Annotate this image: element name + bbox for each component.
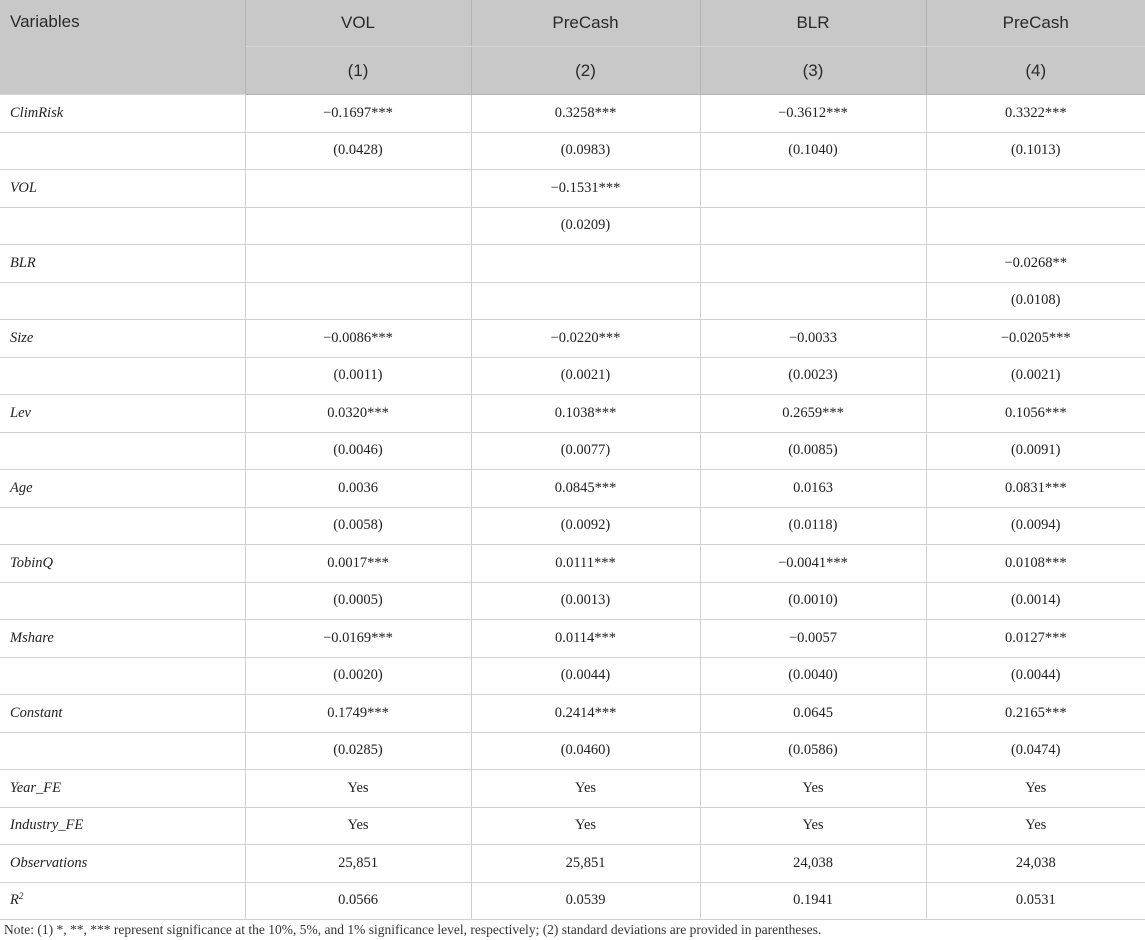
table-cell: 0.0163	[700, 470, 926, 508]
table-body	[0, 95, 1145, 920]
variable-name: Year_FE	[10, 779, 62, 796]
table-cell: (0.0092)	[471, 507, 700, 545]
column-number-4: (4)	[926, 47, 1145, 95]
column-header-vol: VOL	[245, 0, 471, 47]
variable-name: Industry_FE	[10, 817, 84, 834]
table-cell: (0.0091)	[926, 432, 1145, 470]
table-row-stderr	[0, 732, 1145, 770]
table-cell: 0.3258***	[471, 95, 700, 133]
table-row	[0, 882, 1145, 920]
table-cell: (0.0285)	[245, 732, 471, 770]
variable-name-cell	[0, 395, 245, 433]
table-cell: 0.2414***	[471, 695, 700, 733]
table-cell	[926, 170, 1145, 208]
table-row	[0, 245, 1145, 283]
table-cell: Yes	[700, 770, 926, 808]
table-row	[0, 845, 1145, 883]
variable-name-cell	[0, 545, 245, 583]
table-cell: Yes	[245, 807, 471, 845]
table-cell: (0.0108)	[926, 282, 1145, 320]
table-cell: 0.0831***	[926, 470, 1145, 508]
table-row-stderr	[0, 657, 1145, 695]
table-row	[0, 95, 1145, 133]
table-cell: 24,038	[700, 845, 926, 883]
table-cell: −0.0205***	[926, 320, 1145, 358]
table-row-stderr	[0, 132, 1145, 170]
table-cell: 0.0127***	[926, 620, 1145, 658]
table-cell: 0.3322***	[926, 95, 1145, 133]
table-cell: (0.0983)	[471, 132, 700, 170]
table-cell: (0.0014)	[926, 582, 1145, 620]
table-cell: (0.0209)	[471, 207, 700, 245]
table-cell: 0.0566	[245, 882, 471, 920]
variable-superscript: 2	[18, 891, 24, 902]
table-cell: 0.0531	[926, 882, 1145, 920]
table-header	[0, 0, 1145, 95]
table-row-stderr	[0, 282, 1145, 320]
variable-name: Mshare	[10, 629, 54, 646]
table-row	[0, 620, 1145, 658]
table-row	[0, 695, 1145, 733]
table-cell: (0.0005)	[245, 582, 471, 620]
table-cell	[700, 207, 926, 245]
table-cell: (0.0474)	[926, 732, 1145, 770]
table-cell: 0.2165***	[926, 695, 1145, 733]
table-cell: (0.0118)	[700, 507, 926, 545]
table-cell: 0.1056***	[926, 395, 1145, 433]
variable-name-cell	[0, 432, 245, 470]
table-cell: 0.0645	[700, 695, 926, 733]
variable-name-cell	[0, 807, 245, 845]
table-row	[0, 320, 1145, 358]
column-header-precash-2: PreCash	[471, 0, 700, 47]
column-number-1: (1)	[245, 47, 471, 95]
table-cell: (0.1040)	[700, 132, 926, 170]
table-cell: (0.0077)	[471, 432, 700, 470]
variable-name: BLR	[10, 254, 36, 271]
table-row	[0, 545, 1145, 583]
table-cell	[245, 245, 471, 283]
table-cell: 0.1941	[700, 882, 926, 920]
table-cell: 0.2659***	[700, 395, 926, 433]
variable-name-cell	[0, 657, 245, 695]
table-row	[0, 770, 1145, 808]
variable-name: Size	[10, 329, 34, 346]
table-cell: (0.0085)	[700, 432, 926, 470]
variable-name-cell	[0, 507, 245, 545]
table-cell: 25,851	[245, 845, 471, 883]
table-cell: (0.0428)	[245, 132, 471, 170]
table-cell: 0.0845***	[471, 470, 700, 508]
column-header-blr: BLR	[700, 0, 926, 47]
table-cell	[245, 207, 471, 245]
variable-name-cell	[0, 620, 245, 658]
table-row-stderr	[0, 582, 1145, 620]
variables-header: Variables	[0, 0, 245, 95]
variable-name: R	[10, 892, 19, 909]
table-cell: (0.0058)	[245, 507, 471, 545]
table-cell: 0.0320***	[245, 395, 471, 433]
table-cell: (0.0046)	[245, 432, 471, 470]
variable-name-cell	[0, 582, 245, 620]
table-cell	[471, 282, 700, 320]
table-cell: Yes	[471, 807, 700, 845]
table-cell	[700, 282, 926, 320]
table-cell: −0.0169***	[245, 620, 471, 658]
variable-name-cell	[0, 845, 245, 883]
variable-name: ClimRisk	[10, 104, 64, 121]
table-cell	[926, 207, 1145, 245]
variable-name-cell	[0, 695, 245, 733]
header-row-names	[0, 0, 1145, 47]
table-cell: 24,038	[926, 845, 1145, 883]
table-cell: 0.0111***	[471, 545, 700, 583]
table-cell: (0.0586)	[700, 732, 926, 770]
table-cell: 0.0108***	[926, 545, 1145, 583]
table-cell: Yes	[926, 807, 1145, 845]
table-cell: −0.0041***	[700, 545, 926, 583]
variable-name: Age	[10, 479, 33, 496]
table-cell	[245, 170, 471, 208]
table-cell: Yes	[926, 770, 1145, 808]
table-cell: (0.0011)	[245, 357, 471, 395]
column-header-precash-4: PreCash	[926, 0, 1145, 47]
variable-name-cell	[0, 95, 245, 133]
variable-name-cell	[0, 132, 245, 170]
table-cell: −0.0086***	[245, 320, 471, 358]
table-cell: (0.0460)	[471, 732, 700, 770]
table-row-stderr	[0, 357, 1145, 395]
variable-name: VOL	[10, 179, 37, 196]
table-cell: −0.0057	[700, 620, 926, 658]
table-cell: (0.1013)	[926, 132, 1145, 170]
table-cell: (0.0044)	[471, 657, 700, 695]
table-cell: −0.0268**	[926, 245, 1145, 283]
table-row	[0, 807, 1145, 845]
table-cell: Yes	[245, 770, 471, 808]
table-row	[0, 170, 1145, 208]
table-cell: −0.1697***	[245, 95, 471, 133]
table-cell: 0.0036	[245, 470, 471, 508]
table-cell	[700, 170, 926, 208]
variable-name-cell	[0, 732, 245, 770]
table-cell: −0.0033	[700, 320, 926, 358]
table-cell: (0.0044)	[926, 657, 1145, 695]
table-cell: (0.0020)	[245, 657, 471, 695]
table-cell: (0.0094)	[926, 507, 1145, 545]
table-cell: 0.1749***	[245, 695, 471, 733]
table-cell: (0.0023)	[700, 357, 926, 395]
column-number-2: (2)	[471, 47, 700, 95]
table-cell: 25,851	[471, 845, 700, 883]
table-cell	[700, 245, 926, 283]
variable-name-cell	[0, 470, 245, 508]
table-row-stderr	[0, 207, 1145, 245]
table-cell: 0.0114***	[471, 620, 700, 658]
table-row	[0, 470, 1145, 508]
table-cell: (0.0021)	[471, 357, 700, 395]
variable-name-cell	[0, 170, 245, 208]
variable-name-cell	[0, 357, 245, 395]
column-number-3: (3)	[700, 47, 926, 95]
table-cell	[245, 282, 471, 320]
table-cell: 0.0539	[471, 882, 700, 920]
table-cell: (0.0013)	[471, 582, 700, 620]
table-cell: −0.0220***	[471, 320, 700, 358]
variable-name-cell	[0, 320, 245, 358]
table-cell	[471, 245, 700, 283]
table-cell: (0.0021)	[926, 357, 1145, 395]
table-cell: 0.0017***	[245, 545, 471, 583]
table-row	[0, 395, 1145, 433]
table-cell: −0.1531***	[471, 170, 700, 208]
variable-name-cell	[0, 245, 245, 283]
variable-name: Observations	[10, 854, 88, 871]
variable-name-cell	[0, 207, 245, 245]
table-row-stderr	[0, 507, 1145, 545]
variable-name-cell	[0, 882, 245, 920]
variable-name: Lev	[10, 404, 31, 421]
variable-name-cell	[0, 770, 245, 808]
table-note: Note: (1) *, **, *** represent significance at the 10%, 5%, and 1% significance level, respectively; (2) standard deviations are provided in parentheses.	[4, 922, 822, 937]
table-cell: Yes	[700, 807, 926, 845]
table-cell: (0.0010)	[700, 582, 926, 620]
table-cell: −0.3612***	[700, 95, 926, 133]
table-cell: (0.0040)	[700, 657, 926, 695]
table-row-stderr	[0, 432, 1145, 470]
variable-name: TobinQ	[10, 554, 53, 571]
variable-name: Constant	[10, 704, 63, 721]
table-cell: Yes	[471, 770, 700, 808]
variable-name-cell	[0, 282, 245, 320]
table-cell: 0.1038***	[471, 395, 700, 433]
